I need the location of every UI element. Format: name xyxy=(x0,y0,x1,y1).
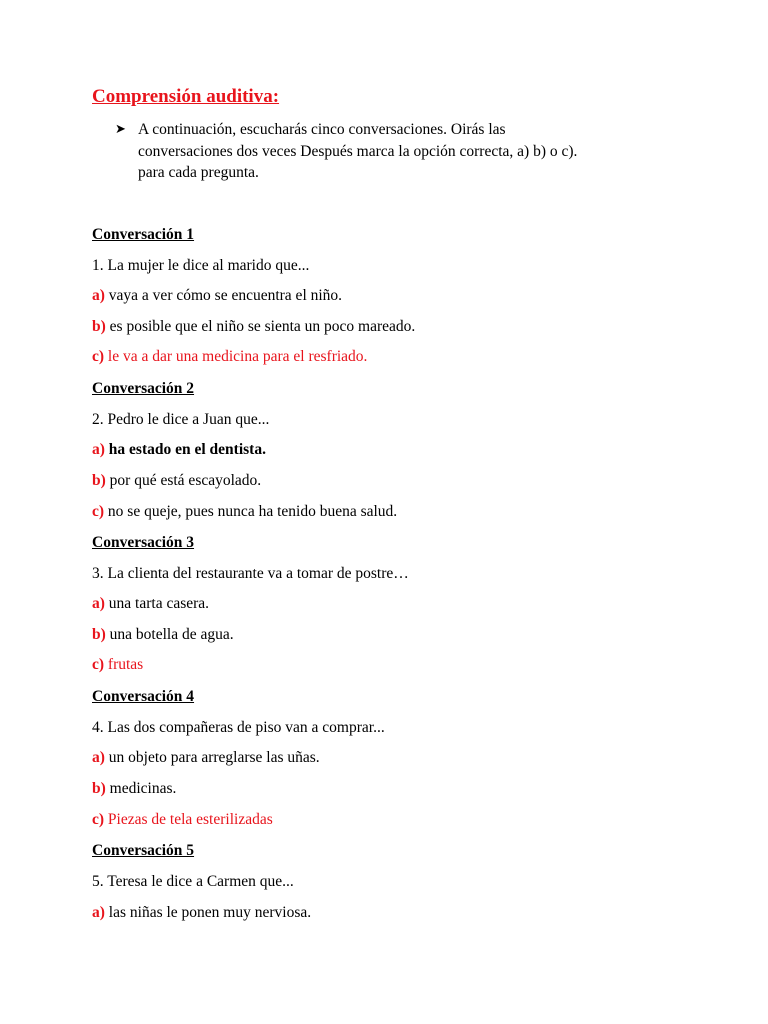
option-c xyxy=(92,502,397,522)
option-letter: c) xyxy=(92,348,105,365)
instruction-bullet xyxy=(115,119,675,184)
option-text: un objeto para arreglarse las uñas. xyxy=(108,749,320,766)
option-text: ha estado en el dentista. xyxy=(108,441,266,458)
conversation-heading: Conversación 4 xyxy=(92,688,195,705)
option-letter: a) xyxy=(92,595,105,612)
conversation-heading: Conversación 1 xyxy=(92,226,195,243)
instruction-line: A continuación, escucharás cinco conversaciones. Oirás las xyxy=(138,121,506,138)
question-text: 3. La clienta del restaurante va a tomar de postre… xyxy=(92,565,409,582)
option-text: por qué está escayolado. xyxy=(109,472,262,489)
page-title: Comprensión auditiva: xyxy=(92,86,280,107)
option-a xyxy=(92,903,311,923)
option-letter: b) xyxy=(92,780,106,797)
option-a xyxy=(92,286,342,306)
option-letter: a) xyxy=(92,904,105,921)
option-b xyxy=(92,625,234,645)
instruction-line: para cada pregunta. xyxy=(138,164,259,181)
option-text: frutas xyxy=(107,656,144,673)
option-text: medicinas. xyxy=(109,780,177,797)
option-letter: a) xyxy=(92,749,105,766)
option-letter: b) xyxy=(92,318,106,335)
option-text: le va a dar una medicina para el resfriado. xyxy=(107,348,368,365)
option-a xyxy=(92,594,209,614)
option-letter: c) xyxy=(92,503,105,520)
option-b xyxy=(92,779,176,799)
option-text: una tarta casera. xyxy=(108,595,210,612)
option-letter: a) xyxy=(92,287,105,304)
arrow-bullet-icon: ➤ xyxy=(115,122,126,137)
option-text: vaya a ver cómo se encuentra el niño. xyxy=(108,287,343,304)
instruction-text xyxy=(138,119,675,184)
option-c xyxy=(92,347,367,367)
instruction-line: conversaciones dos veces Después marca la opción correcta, a) b) o c). xyxy=(138,142,578,160)
option-a xyxy=(92,440,266,460)
question-text: 2. Pedro le dice a Juan que... xyxy=(92,411,270,428)
option-text: una botella de agua. xyxy=(109,626,234,643)
option-letter: c) xyxy=(92,811,105,828)
conversation-heading: Conversación 2 xyxy=(92,380,195,397)
option-b xyxy=(92,317,415,337)
option-letter: a) xyxy=(92,441,105,458)
option-text: las niñas le ponen muy nerviosa. xyxy=(108,904,312,921)
option-text: es posible que el niño se sienta un poco mareado. xyxy=(109,318,416,335)
option-c xyxy=(92,810,273,830)
conversation-heading: Conversación 5 xyxy=(92,842,195,859)
option-letter: b) xyxy=(92,472,106,489)
question-text: 5. Teresa le dice a Carmen que... xyxy=(92,873,294,890)
option-letter: b) xyxy=(92,626,106,643)
option-a xyxy=(92,748,320,768)
option-text: Piezas de tela esterilizadas xyxy=(107,811,273,828)
option-letter: c) xyxy=(92,656,105,673)
question-text: 1. La mujer le dice al marido que... xyxy=(92,257,310,274)
option-b xyxy=(92,471,261,491)
question-text: 4. Las dos compañeras de piso van a comprar... xyxy=(92,719,385,736)
option-c xyxy=(92,655,143,675)
conversation-heading: Conversación 3 xyxy=(92,534,195,551)
option-text: no se queje, pues nunca ha tenido buena salud. xyxy=(107,503,398,520)
